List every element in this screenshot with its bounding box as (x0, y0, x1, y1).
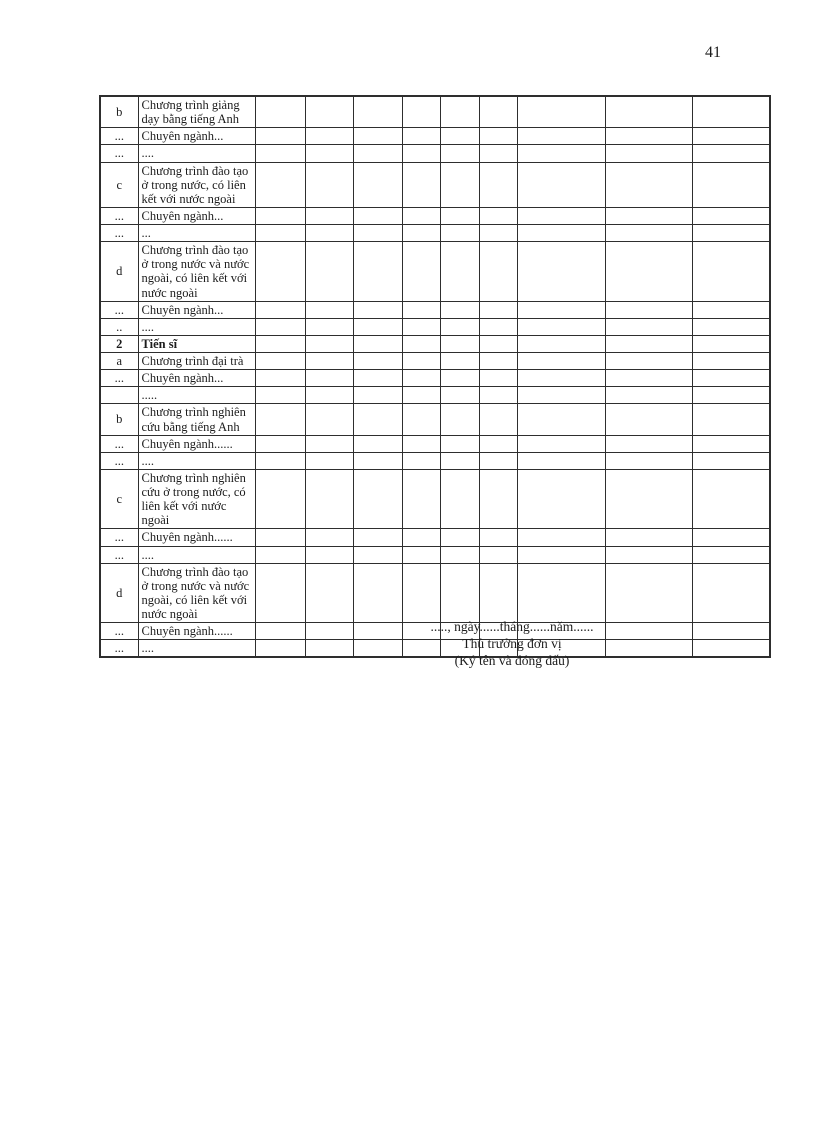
table-row (100, 370, 770, 387)
empty-data-cell (305, 207, 353, 224)
empty-data-cell (479, 469, 517, 529)
empty-data-cell (605, 563, 692, 623)
empty-data-cell (692, 469, 770, 529)
empty-data-cell (255, 335, 305, 352)
empty-data-cell (305, 318, 353, 335)
empty-data-cell (255, 162, 305, 207)
empty-data-cell (305, 469, 353, 529)
empty-data-cell (402, 335, 440, 352)
empty-data-cell (605, 335, 692, 352)
empty-data-cell (692, 435, 770, 452)
row-name-cell: .... (138, 546, 255, 563)
empty-data-cell (305, 96, 353, 128)
empty-data-cell (517, 469, 605, 529)
empty-data-cell (305, 623, 353, 640)
row-index-cell: b (100, 404, 138, 435)
empty-data-cell (517, 207, 605, 224)
empty-data-cell (692, 353, 770, 370)
empty-data-cell (517, 404, 605, 435)
empty-data-cell (517, 96, 605, 128)
row-name-cell: .... (138, 640, 255, 658)
row-index-cell: ... (100, 529, 138, 546)
empty-data-cell (605, 353, 692, 370)
empty-data-cell (692, 529, 770, 546)
empty-data-cell (517, 318, 605, 335)
table-row (100, 318, 770, 335)
row-index-cell: ... (100, 452, 138, 469)
table-row (100, 335, 770, 352)
empty-data-cell (517, 435, 605, 452)
table-row (100, 128, 770, 145)
empty-data-cell (402, 404, 440, 435)
table-row (100, 469, 770, 529)
table-row (100, 207, 770, 224)
empty-data-cell (305, 242, 353, 302)
empty-data-cell (517, 145, 605, 162)
empty-data-cell (402, 563, 440, 623)
empty-data-cell (353, 546, 402, 563)
table-row (100, 353, 770, 370)
empty-data-cell (353, 529, 402, 546)
empty-data-cell (402, 128, 440, 145)
row-index-cell: c (100, 162, 138, 207)
empty-data-cell (479, 529, 517, 546)
empty-data-cell (255, 318, 305, 335)
empty-data-cell (440, 435, 479, 452)
empty-data-cell (255, 404, 305, 435)
empty-data-cell (353, 469, 402, 529)
empty-data-cell (479, 546, 517, 563)
empty-data-cell (402, 318, 440, 335)
empty-data-cell (479, 301, 517, 318)
row-name-cell: ..... (138, 387, 255, 404)
table-row (100, 96, 770, 128)
empty-data-cell (440, 546, 479, 563)
empty-data-cell (305, 563, 353, 623)
empty-data-cell (517, 387, 605, 404)
empty-data-cell (402, 469, 440, 529)
table-row (100, 225, 770, 242)
row-index-cell: ... (100, 546, 138, 563)
row-name-cell: Chương trình đại trà (138, 353, 255, 370)
row-name-cell: Chuyên ngành... (138, 207, 255, 224)
empty-data-cell (692, 225, 770, 242)
signature-block (384, 619, 640, 670)
empty-data-cell (479, 335, 517, 352)
empty-data-cell (605, 96, 692, 128)
empty-data-cell (479, 387, 517, 404)
empty-data-cell (517, 370, 605, 387)
empty-data-cell (440, 452, 479, 469)
empty-data-cell (440, 96, 479, 128)
empty-data-cell (440, 301, 479, 318)
empty-data-cell (605, 469, 692, 529)
row-name-cell: .... (138, 145, 255, 162)
empty-data-cell (255, 128, 305, 145)
empty-data-cell (517, 242, 605, 302)
empty-data-cell (353, 242, 402, 302)
empty-data-cell (692, 301, 770, 318)
empty-data-cell (479, 452, 517, 469)
row-name-cell: Chương trình nghiên cứu bằng tiếng Anh (138, 404, 255, 435)
row-index-cell: ... (100, 435, 138, 452)
date-line: ....., ngày......tháng......năm...... (430, 619, 594, 634)
table-row (100, 529, 770, 546)
table-row (100, 452, 770, 469)
row-name-cell: Tiến sĩ (138, 335, 255, 352)
empty-data-cell (479, 563, 517, 623)
empty-data-cell (305, 370, 353, 387)
empty-data-cell (353, 387, 402, 404)
row-index-cell: ... (100, 640, 138, 658)
empty-data-cell (517, 301, 605, 318)
row-index-cell: ... (100, 207, 138, 224)
empty-data-cell (402, 242, 440, 302)
row-index-cell: ... (100, 623, 138, 640)
empty-data-cell (692, 370, 770, 387)
empty-data-cell (402, 529, 440, 546)
empty-data-cell (605, 387, 692, 404)
empty-data-cell (605, 546, 692, 563)
empty-data-cell (353, 128, 402, 145)
empty-data-cell (692, 404, 770, 435)
empty-data-cell (305, 452, 353, 469)
empty-data-cell (402, 162, 440, 207)
empty-data-cell (692, 452, 770, 469)
page-number: 41 (705, 44, 721, 61)
empty-data-cell (605, 404, 692, 435)
row-index-cell (100, 387, 138, 404)
empty-data-cell (692, 128, 770, 145)
empty-data-cell (353, 207, 402, 224)
empty-data-cell (255, 546, 305, 563)
table-row (100, 404, 770, 435)
row-name-cell: Chương trình đào tạo ở trong nước, có liên kết với nước ngoài (138, 162, 255, 207)
empty-data-cell (402, 387, 440, 404)
row-index-cell: ... (100, 370, 138, 387)
empty-data-cell (305, 353, 353, 370)
sign-note: (Ký tên và đóng dấu) (454, 652, 570, 668)
empty-data-cell (255, 435, 305, 452)
empty-data-cell (517, 128, 605, 145)
table-row (100, 435, 770, 452)
empty-data-cell (440, 563, 479, 623)
empty-data-cell (692, 96, 770, 128)
empty-data-cell (479, 370, 517, 387)
empty-data-cell (402, 96, 440, 128)
row-index-cell: 2 (100, 335, 138, 352)
empty-data-cell (255, 242, 305, 302)
empty-data-cell (402, 370, 440, 387)
empty-data-cell (479, 162, 517, 207)
empty-data-cell (353, 96, 402, 128)
empty-data-cell (353, 301, 402, 318)
empty-data-cell (605, 225, 692, 242)
empty-data-cell (692, 623, 770, 640)
empty-data-cell (402, 207, 440, 224)
empty-data-cell (305, 225, 353, 242)
empty-data-cell (692, 207, 770, 224)
empty-data-cell (305, 387, 353, 404)
empty-data-cell (479, 225, 517, 242)
empty-data-cell (402, 301, 440, 318)
empty-data-cell (479, 435, 517, 452)
empty-data-cell (255, 563, 305, 623)
empty-data-cell (440, 207, 479, 224)
empty-data-cell (440, 242, 479, 302)
empty-data-cell (605, 435, 692, 452)
empty-data-cell (353, 563, 402, 623)
empty-data-cell (692, 318, 770, 335)
table-row (100, 162, 770, 207)
empty-data-cell (517, 162, 605, 207)
empty-data-cell (255, 353, 305, 370)
empty-data-cell (353, 404, 402, 435)
empty-data-cell (255, 623, 305, 640)
row-index-cell: d (100, 242, 138, 302)
empty-data-cell (605, 301, 692, 318)
empty-data-cell (605, 370, 692, 387)
empty-data-cell (605, 318, 692, 335)
empty-data-cell (255, 301, 305, 318)
empty-data-cell (402, 353, 440, 370)
empty-data-cell (353, 370, 402, 387)
row-name-cell: Chương trình đào tạo ở trong nước và nước ngoài, có liên kết với nước ngoài (138, 242, 255, 302)
row-index-cell: ... (100, 225, 138, 242)
row-name-cell: Chuyên ngành...... (138, 623, 255, 640)
empty-data-cell (255, 370, 305, 387)
empty-data-cell (479, 404, 517, 435)
empty-data-cell (605, 242, 692, 302)
empty-data-cell (440, 387, 479, 404)
table-row (100, 242, 770, 302)
row-name-cell: Chương trình nghiên cứu ở trong nước, có liên kết với nước ngoài (138, 469, 255, 529)
row-name-cell: Chuyên ngành...... (138, 529, 255, 546)
empty-data-cell (440, 162, 479, 207)
empty-data-cell (440, 225, 479, 242)
empty-data-cell (692, 546, 770, 563)
empty-data-cell (255, 387, 305, 404)
empty-data-cell (479, 128, 517, 145)
empty-data-cell (692, 387, 770, 404)
empty-data-cell (353, 435, 402, 452)
empty-data-cell (440, 145, 479, 162)
empty-data-cell (305, 145, 353, 162)
row-name-cell: Chuyên ngành... (138, 128, 255, 145)
empty-data-cell (440, 318, 479, 335)
table-row (100, 563, 770, 623)
empty-data-cell (305, 335, 353, 352)
empty-data-cell (305, 529, 353, 546)
empty-data-cell (402, 452, 440, 469)
empty-data-cell (517, 353, 605, 370)
empty-data-cell (440, 469, 479, 529)
empty-data-cell (440, 529, 479, 546)
empty-data-cell (255, 96, 305, 128)
empty-data-cell (440, 370, 479, 387)
empty-data-cell (255, 225, 305, 242)
empty-data-cell (305, 301, 353, 318)
empty-data-cell (402, 145, 440, 162)
empty-data-cell (517, 452, 605, 469)
empty-data-cell (479, 207, 517, 224)
empty-data-cell (605, 162, 692, 207)
signer-title: Thủ trưởng đơn vị (462, 635, 562, 651)
empty-data-cell (479, 318, 517, 335)
row-name-cell: Chương trình đào tạo ở trong nước và nước ngoài, có liên kết với nước ngoài (138, 563, 255, 623)
empty-data-cell (353, 452, 402, 469)
empty-data-cell (305, 162, 353, 207)
empty-data-cell (692, 640, 770, 658)
empty-data-cell (305, 128, 353, 145)
empty-data-cell (305, 435, 353, 452)
empty-data-cell (692, 162, 770, 207)
empty-data-cell (353, 335, 402, 352)
table-row (100, 145, 770, 162)
empty-data-cell (255, 452, 305, 469)
empty-data-cell (440, 128, 479, 145)
empty-data-cell (353, 162, 402, 207)
row-index-cell: .. (100, 318, 138, 335)
empty-data-cell (255, 640, 305, 658)
row-index-cell: c (100, 469, 138, 529)
row-index-cell: b (100, 96, 138, 128)
row-name-cell: ... (138, 225, 255, 242)
empty-data-cell (402, 435, 440, 452)
empty-data-cell (692, 335, 770, 352)
empty-data-cell (353, 145, 402, 162)
row-name-cell: Chương trình giảng dạy bằng tiếng Anh (138, 96, 255, 128)
row-index-cell: d (100, 563, 138, 623)
table-row (100, 387, 770, 404)
empty-data-cell (692, 563, 770, 623)
empty-data-cell (440, 335, 479, 352)
empty-data-cell (605, 128, 692, 145)
empty-data-cell (692, 145, 770, 162)
empty-data-cell (353, 225, 402, 242)
empty-data-cell (517, 546, 605, 563)
row-name-cell: .... (138, 318, 255, 335)
row-name-cell: Chuyên ngành... (138, 370, 255, 387)
empty-data-cell (402, 546, 440, 563)
row-name-cell: .... (138, 452, 255, 469)
empty-data-cell (255, 207, 305, 224)
empty-data-cell (692, 242, 770, 302)
empty-data-cell (353, 353, 402, 370)
empty-data-cell (305, 546, 353, 563)
row-index-cell: ... (100, 128, 138, 145)
empty-data-cell (255, 469, 305, 529)
table-row (100, 546, 770, 563)
empty-data-cell (479, 242, 517, 302)
row-name-cell: Chuyên ngành...... (138, 435, 255, 452)
row-index-cell: ... (100, 301, 138, 318)
empty-data-cell (255, 145, 305, 162)
empty-data-cell (440, 404, 479, 435)
empty-data-cell (517, 335, 605, 352)
row-index-cell: ... (100, 145, 138, 162)
empty-data-cell (305, 640, 353, 658)
row-index-cell: a (100, 353, 138, 370)
empty-data-cell (305, 404, 353, 435)
empty-data-cell (353, 318, 402, 335)
table-body (100, 96, 770, 657)
empty-data-cell (517, 529, 605, 546)
table-row (100, 301, 770, 318)
empty-data-cell (440, 353, 479, 370)
program-table (99, 95, 771, 658)
empty-data-cell (517, 563, 605, 623)
empty-data-cell (517, 225, 605, 242)
empty-data-cell (605, 207, 692, 224)
row-name-cell: Chuyên ngành... (138, 301, 255, 318)
empty-data-cell (479, 96, 517, 128)
empty-data-cell (605, 452, 692, 469)
empty-data-cell (605, 529, 692, 546)
empty-data-cell (402, 225, 440, 242)
empty-data-cell (255, 529, 305, 546)
empty-data-cell (479, 145, 517, 162)
empty-data-cell (479, 353, 517, 370)
empty-data-cell (605, 145, 692, 162)
